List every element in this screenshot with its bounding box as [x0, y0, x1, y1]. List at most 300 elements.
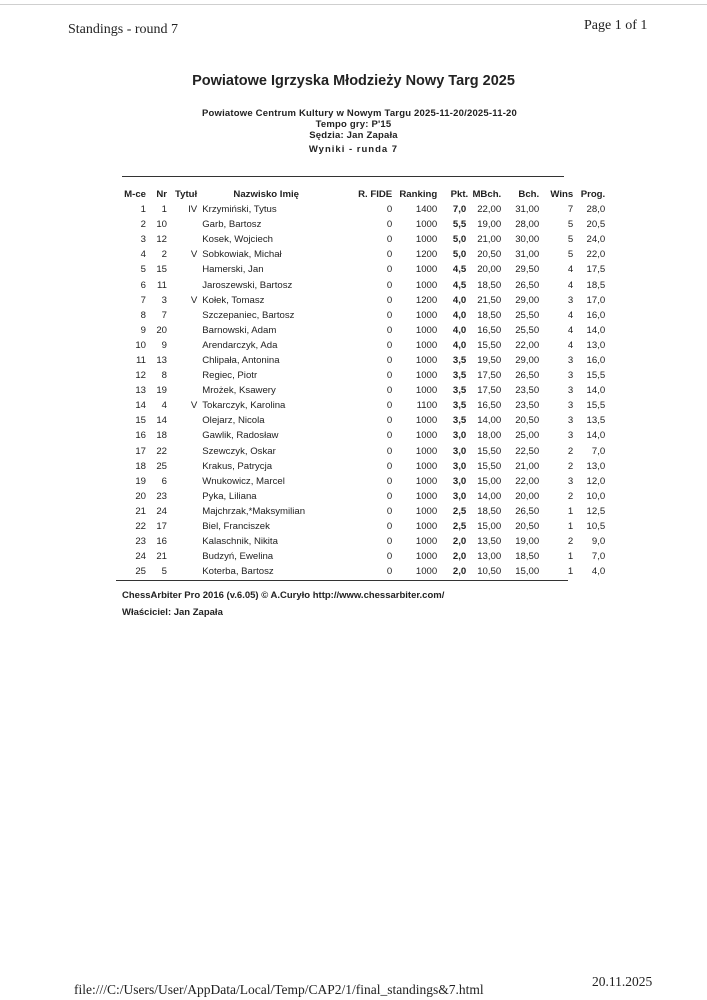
cell-nr: 19: [156, 385, 167, 397]
cell-fide: 0: [386, 264, 393, 276]
cell-tytul: [175, 353, 202, 368]
cell-tytul: [175, 217, 202, 232]
cell-mbch: 22,00: [477, 204, 502, 216]
table-row: [112, 474, 605, 489]
cell-prog: 16,0: [586, 354, 606, 366]
cell-tytul: [175, 383, 202, 398]
cell-bch: 26,50: [515, 505, 540, 517]
cell-fide: 0: [386, 249, 393, 261]
table-row: [112, 413, 605, 428]
table-row: [112, 202, 605, 217]
cell-wins: 1: [567, 566, 574, 578]
cell-wins: 5: [567, 234, 574, 246]
cell-tytul: [175, 504, 202, 519]
cell-wins: 4: [567, 279, 574, 291]
cell-bch: 26,50: [515, 370, 540, 382]
standings-table: [112, 186, 605, 579]
cell-name: Regiec, Piotr: [202, 370, 258, 382]
cell-tytul: [175, 323, 202, 338]
cell-bch: 28,00: [515, 219, 540, 231]
table-row: [112, 247, 605, 262]
cell-prog: 14,0: [586, 324, 606, 336]
cell-fide: 0: [386, 445, 393, 457]
cell-pkt: 2,0: [452, 536, 467, 548]
cell-nr: 18: [156, 430, 167, 442]
cell-mbch: 15,00: [477, 521, 502, 533]
cell-name: Jaroszewski, Bartosz: [202, 279, 293, 291]
cell-name: Sobkowiak, Michał: [202, 249, 282, 261]
cell-mbch: 10,50: [477, 566, 502, 578]
cell-nr: 6: [161, 475, 167, 487]
cell-prog: 7,0: [591, 445, 606, 457]
cell-pkt: 2,5: [452, 521, 467, 533]
cell-prog: 9,0: [591, 536, 606, 548]
top-divider: [0, 4, 707, 5]
cell-name: Majchrzak,*Maksymilian: [202, 505, 306, 517]
cell-wins: 4: [567, 264, 574, 276]
software-credit: ChessArbiter Pro 2016 (v.6.05) © A.Curyło http://www.chessarbiter.com/: [122, 590, 445, 601]
cell-name: Szewczyk, Oskar: [202, 445, 276, 457]
cell-mbch: 20,00: [477, 264, 502, 276]
cell-name: Kołek, Tomasz: [202, 294, 265, 306]
cell-mce: 20: [135, 490, 146, 502]
cell-bch: 20,00: [515, 490, 540, 502]
cell-tytul: [175, 262, 202, 277]
cell-nr: 2: [161, 249, 167, 261]
cell-wins: 2: [567, 460, 574, 472]
cell-pkt: 4,0: [452, 309, 467, 321]
page-number: Page 1 of 1: [584, 18, 648, 33]
cell-ranking: 1400: [415, 204, 438, 216]
cell-bch: 31,00: [515, 249, 540, 261]
cell-bch: 26,50: [515, 279, 540, 291]
cell-mbch: 15,50: [477, 445, 502, 457]
cell-fide: 0: [386, 385, 393, 397]
divider-bottom: [116, 580, 568, 581]
cell-wins: 4: [567, 324, 574, 336]
cell-mce: 1: [140, 204, 146, 216]
cell-nr: 3: [161, 294, 167, 306]
cell-fide: 0: [386, 204, 393, 216]
cell-pkt: 3,0: [452, 445, 467, 457]
table-row: [112, 489, 605, 504]
cell-name: Pyka, Liliana: [202, 490, 257, 502]
cell-prog: 24,0: [586, 234, 606, 246]
cell-mce: 23: [135, 536, 146, 548]
page-header-title: Standings - round 7: [68, 22, 179, 37]
cell-bch: 23,50: [515, 385, 540, 397]
cell-mbch: 17,50: [477, 370, 502, 382]
cell-fide: 0: [386, 551, 393, 563]
cell-mce: 10: [135, 339, 146, 351]
cell-wins: 5: [567, 249, 574, 261]
cell-name: Arendarczyk, Ada: [202, 339, 278, 351]
cell-prog: 16,0: [586, 309, 606, 321]
owner-credit: Właściciel: Jan Zapała: [122, 607, 223, 618]
cell-mce: 12: [135, 370, 146, 382]
cell-tytul: [175, 338, 202, 353]
cell-tytul: [175, 474, 202, 489]
cell-prog: 4,0: [591, 566, 606, 578]
cell-prog: 17,5: [586, 264, 606, 276]
cell-tytul: [175, 564, 202, 579]
cell-nr: 23: [156, 490, 167, 502]
col-header-tytul: Tytuł: [175, 188, 198, 200]
cell-wins: 3: [567, 415, 574, 427]
cell-fide: 0: [386, 536, 393, 548]
cell-ranking: 1000: [415, 460, 438, 472]
cell-ranking: 1000: [415, 370, 438, 382]
cell-ranking: 1000: [415, 536, 438, 548]
cell-fide: 0: [386, 460, 393, 472]
cell-mbch: 19,00: [477, 219, 502, 231]
cell-name: Krzymiński, Tytus: [202, 204, 277, 216]
cell-pkt: 2,5: [452, 505, 467, 517]
cell-pkt: 3,5: [452, 415, 467, 427]
cell-nr: 12: [156, 234, 167, 246]
col-header-bch: Bch.: [518, 188, 540, 200]
cell-pkt: 3,5: [452, 400, 467, 412]
cell-prog: 7,0: [591, 551, 606, 563]
cell-fide: 0: [386, 490, 393, 502]
cell-mbch: 18,50: [477, 309, 502, 321]
cell-name: Kosek, Wojciech: [202, 234, 273, 246]
table-row: [112, 262, 605, 277]
cell-mce: 13: [135, 385, 146, 397]
cell-prog: 22,0: [586, 249, 606, 261]
cell-mbch: 20,50: [477, 249, 502, 261]
table-row: [112, 428, 605, 443]
cell-wins: 4: [567, 309, 574, 321]
cell-ranking: 1000: [415, 309, 438, 321]
results-round: Wyniki - runda 7: [308, 144, 399, 155]
cell-prog: 13,0: [586, 460, 606, 472]
cell-bch: 20,50: [515, 521, 540, 533]
cell-fide: 0: [386, 415, 393, 427]
cell-name: Barnowski, Adam: [202, 324, 277, 336]
cell-nr: 9: [161, 339, 167, 351]
cell-mbch: 16,50: [477, 400, 502, 412]
table-row: [112, 323, 605, 338]
cell-name: Olejarz, Nicola: [202, 415, 265, 427]
table-row: [112, 308, 605, 323]
table-row: [112, 444, 605, 459]
cell-nr: 25: [156, 460, 167, 472]
cell-mbch: 18,50: [477, 505, 502, 517]
cell-nr: 17: [156, 521, 167, 533]
cell-bch: 30,00: [515, 234, 540, 246]
cell-pkt: 4,0: [452, 294, 467, 306]
cell-nr: 21: [156, 551, 167, 563]
cell-ranking: 1000: [415, 385, 438, 397]
cell-bch: 22,50: [515, 445, 540, 457]
cell-prog: 12,0: [586, 475, 606, 487]
cell-tytul: [175, 459, 202, 474]
cell-mce: 17: [135, 445, 146, 457]
cell-bch: 23,50: [515, 400, 540, 412]
table-row: [112, 504, 605, 519]
cell-mbch: 15,00: [477, 475, 502, 487]
col-header-prog: Prog.: [580, 188, 606, 200]
cell-tytul: V: [190, 294, 198, 306]
cell-mbch: 19,50: [477, 354, 502, 366]
cell-bch: 29,50: [515, 264, 540, 276]
cell-wins: 3: [567, 354, 574, 366]
cell-nr: 1: [161, 204, 167, 216]
cell-mce: 22: [135, 521, 146, 533]
cell-mce: 8: [140, 309, 146, 321]
cell-mce: 21: [135, 505, 146, 517]
cell-bch: 18,50: [515, 551, 540, 563]
cell-fide: 0: [386, 505, 393, 517]
cell-pkt: 3,5: [452, 354, 467, 366]
cell-ranking: 1000: [415, 551, 438, 563]
cell-prog: 14,0: [586, 385, 606, 397]
table-row: [112, 217, 605, 232]
cell-pkt: 2,0: [452, 551, 467, 563]
cell-mbch: 13,50: [477, 536, 502, 548]
cell-mce: 16: [135, 430, 146, 442]
cell-mce: 18: [135, 460, 146, 472]
cell-ranking: 1000: [415, 505, 438, 517]
cell-nr: 7: [161, 309, 167, 321]
col-header-mbch: MBch.: [472, 188, 502, 200]
cell-name: Mrożek, Ksawery: [202, 385, 276, 397]
cell-bch: 25,00: [515, 430, 540, 442]
cell-bch: 15,00: [515, 566, 540, 578]
cell-nr: 20: [156, 324, 167, 336]
cell-ranking: 1000: [415, 415, 438, 427]
cell-mbch: 16,50: [477, 324, 502, 336]
print-date: 20.11.2025: [592, 974, 653, 989]
table-row: [112, 277, 605, 292]
col-header-nr: Nr: [156, 188, 167, 200]
col-header-mce: M-ce: [124, 188, 146, 200]
cell-name: Kalaschnik, Nikita: [202, 536, 278, 548]
cell-bch: 19,00: [515, 536, 540, 548]
cell-mce: 25: [135, 566, 146, 578]
cell-pkt: 3,0: [452, 490, 467, 502]
cell-prog: 14,0: [586, 430, 606, 442]
table-row: [112, 534, 605, 549]
cell-nr: 24: [156, 505, 167, 517]
cell-nr: 10: [156, 219, 167, 231]
cell-mce: 6: [140, 279, 146, 291]
col-header-wins: Wins: [550, 188, 574, 200]
cell-name: Szczepaniec, Bartosz: [202, 309, 295, 321]
table-row: [112, 293, 605, 308]
cell-ranking: 1000: [415, 430, 438, 442]
cell-wins: 3: [567, 430, 574, 442]
cell-tytul: [175, 549, 202, 564]
cell-pkt: 3,5: [452, 385, 467, 397]
cell-fide: 0: [386, 234, 393, 246]
cell-fide: 0: [386, 566, 393, 578]
cell-mce: 3: [140, 234, 146, 246]
cell-mbch: 18,50: [477, 279, 502, 291]
cell-pkt: 5,0: [452, 234, 467, 246]
cell-nr: 4: [161, 400, 167, 412]
cell-fide: 0: [386, 370, 393, 382]
cell-ranking: 1000: [415, 521, 438, 533]
cell-mce: 9: [140, 324, 146, 336]
cell-mbch: 21,50: [477, 294, 502, 306]
col-header-fide: R. FIDE: [358, 188, 393, 200]
cell-mbch: 17,50: [477, 385, 502, 397]
cell-wins: 3: [567, 475, 574, 487]
cell-fide: 0: [386, 279, 393, 291]
cell-tytul: [175, 428, 202, 443]
cell-prog: 10,0: [586, 490, 606, 502]
cell-wins: 1: [567, 551, 574, 563]
cell-ranking: 1000: [415, 339, 438, 351]
cell-fide: 0: [386, 400, 393, 412]
cell-ranking: 1200: [415, 249, 438, 261]
cell-wins: 4: [567, 339, 574, 351]
cell-ranking: 1000: [415, 475, 438, 487]
cell-ranking: 1000: [415, 445, 438, 457]
cell-mce: 7: [140, 294, 146, 306]
cell-name: Hamerski, Jan: [202, 264, 264, 276]
cell-prog: 13,5: [586, 415, 606, 427]
cell-mce: 5: [140, 264, 146, 276]
cell-fide: 0: [386, 475, 393, 487]
cell-mce: 24: [135, 551, 146, 563]
col-header-ranking: Ranking: [399, 188, 438, 200]
cell-bch: 25,50: [515, 309, 540, 321]
time-control: Tempo gry: P'15: [315, 119, 392, 130]
arbiter: Sędzia: Jan Zapała: [309, 130, 398, 141]
cell-prog: 28,0: [586, 204, 606, 216]
cell-fide: 0: [386, 339, 393, 351]
cell-name: Wnukowicz, Marcel: [202, 475, 285, 487]
cell-wins: 3: [567, 400, 574, 412]
cell-ranking: 1100: [416, 400, 438, 412]
file-url: file:///C:/Users/User/AppData/Local/Temp/CAP2/1/final_standings&7.html: [74, 982, 484, 997]
cell-fide: 0: [386, 309, 393, 321]
cell-tytul: V: [190, 249, 198, 261]
cell-tytul: [175, 489, 202, 504]
cell-nr: 11: [157, 279, 167, 291]
cell-fide: 0: [386, 521, 393, 533]
cell-wins: 3: [567, 385, 574, 397]
cell-pkt: 5,0: [452, 249, 467, 261]
table-row: [112, 338, 605, 353]
cell-bch: 22,00: [515, 475, 540, 487]
cell-tytul: [175, 519, 202, 534]
table-row: [112, 232, 605, 247]
cell-tytul: [175, 534, 202, 549]
cell-mbch: 15,50: [477, 339, 502, 351]
cell-prog: 12,5: [586, 505, 606, 517]
table-body: [112, 202, 605, 579]
cell-bch: 29,00: [515, 354, 540, 366]
cell-tytul: IV: [188, 204, 198, 216]
cell-bch: 22,00: [515, 339, 540, 351]
tournament-title: Powiatowe Igrzyska Młodzieży Nowy Targ 2025: [192, 73, 515, 89]
cell-wins: 3: [567, 370, 574, 382]
cell-fide: 0: [386, 324, 393, 336]
cell-prog: 15,5: [586, 400, 606, 412]
cell-nr: 8: [161, 370, 167, 382]
cell-pkt: 3,0: [452, 460, 467, 472]
cell-name: Krakus, Patrycja: [202, 460, 273, 472]
cell-wins: 1: [567, 521, 574, 533]
venue-dates: Powiatowe Centrum Kultury w Nowym Targu 2025-11-20/2025-11-20: [201, 108, 518, 119]
cell-name: Budzyń, Ewelina: [202, 551, 274, 563]
divider-top: [122, 176, 564, 177]
table-row: [112, 519, 605, 534]
cell-pkt: 4,0: [452, 324, 467, 336]
cell-ranking: 1000: [415, 324, 438, 336]
cell-prog: 17,0: [586, 294, 606, 306]
table-row: [112, 549, 605, 564]
cell-ranking: 1000: [415, 490, 438, 502]
cell-mbch: 18,00: [477, 430, 502, 442]
cell-ranking: 1000: [415, 219, 438, 231]
cell-pkt: 5,5: [452, 219, 467, 231]
cell-fide: 0: [386, 294, 393, 306]
table-header-row: [112, 186, 605, 202]
cell-bch: 21,00: [515, 460, 540, 472]
cell-prog: 15,5: [586, 370, 606, 382]
col-header-name: Nazwisko Imię: [233, 188, 300, 200]
cell-pkt: 4,5: [452, 279, 467, 291]
table-row: [112, 383, 605, 398]
cell-mce: 19: [135, 475, 146, 487]
cell-pkt: 4,0: [452, 339, 467, 351]
table-row: [112, 353, 605, 368]
table-row: [112, 459, 605, 474]
col-header-pkt: Pkt.: [450, 188, 469, 200]
cell-nr: 16: [156, 536, 167, 548]
cell-tytul: [175, 413, 202, 428]
cell-prog: 18,5: [586, 279, 606, 291]
cell-prog: 10,5: [586, 521, 606, 533]
cell-name: Garb, Bartosz: [202, 219, 262, 231]
cell-mbch: 14,00: [477, 490, 502, 502]
cell-wins: 3: [567, 294, 574, 306]
cell-pkt: 2,0: [452, 566, 467, 578]
cell-wins: 2: [567, 445, 574, 457]
cell-wins: 7: [567, 204, 574, 216]
cell-name: Biel, Franciszek: [202, 521, 270, 533]
cell-wins: 2: [567, 536, 574, 548]
cell-name: Chlipała, Antonina: [202, 354, 280, 366]
cell-wins: 1: [567, 505, 574, 517]
cell-mbch: 21,00: [477, 234, 502, 246]
cell-pkt: 7,0: [452, 204, 467, 216]
cell-mce: 2: [140, 219, 146, 231]
cell-mbch: 13,00: [477, 551, 502, 563]
cell-nr: 13: [156, 354, 167, 366]
cell-tytul: [175, 308, 202, 323]
cell-mce: 11: [136, 354, 146, 366]
cell-bch: 29,00: [515, 294, 540, 306]
cell-mce: 4: [140, 249, 146, 261]
cell-bch: 25,50: [515, 324, 540, 336]
cell-tytul: [175, 368, 202, 383]
cell-pkt: 3,0: [452, 475, 467, 487]
cell-prog: 20,5: [586, 219, 606, 231]
cell-mbch: 15,50: [477, 460, 502, 472]
cell-nr: 15: [156, 264, 167, 276]
cell-nr: 22: [156, 445, 167, 457]
cell-pkt: 3,0: [452, 430, 467, 442]
table-row: [112, 398, 605, 413]
cell-mbch: 14,00: [477, 415, 502, 427]
cell-bch: 31,00: [515, 204, 540, 216]
